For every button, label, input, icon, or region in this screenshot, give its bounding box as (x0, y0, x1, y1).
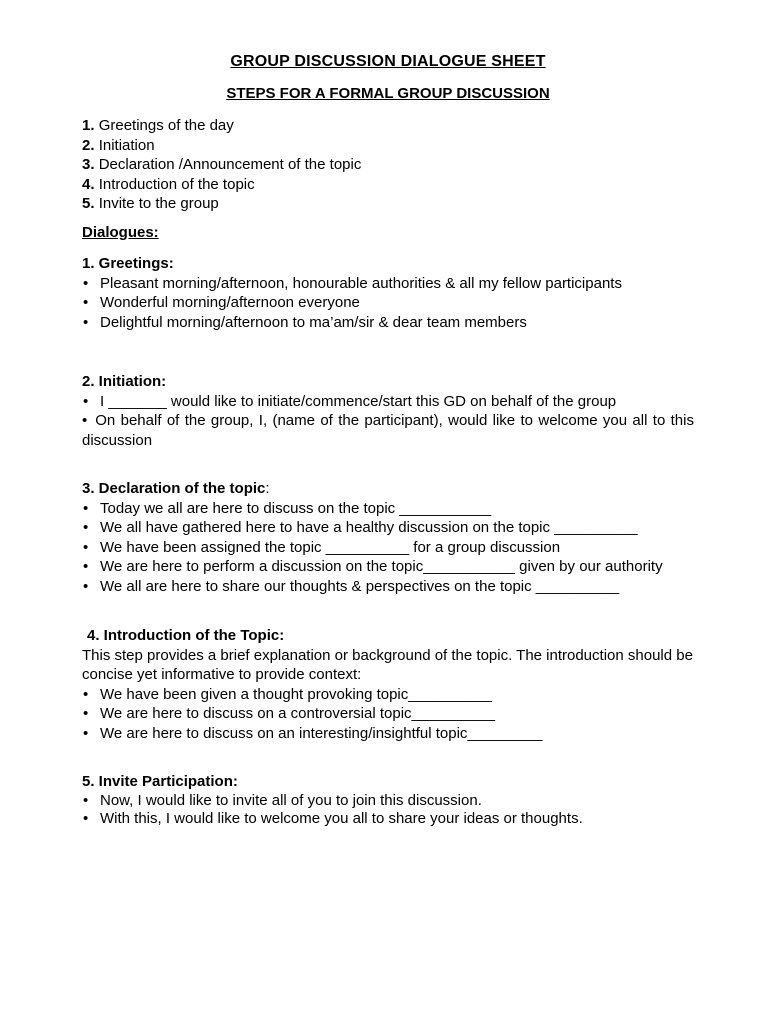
spacer (82, 332, 694, 362)
spacer (82, 743, 694, 772)
initiation-list (82, 392, 694, 451)
spacer (82, 596, 694, 626)
section-heading-invite: 5. Invite Participation: (82, 773, 238, 790)
document-subtitle: STEPS FOR A FORMAL GROUP DISCUSSION (226, 85, 550, 102)
list-item: • Today we all are here to discuss on the topic ___________ (82, 499, 694, 519)
dialogues-heading: Dialogues: (82, 223, 159, 241)
list-item: • With this, I would like to welcome you all to share your ideas or thoughts. (82, 810, 694, 828)
document-content (82, 52, 694, 828)
introduction-list (82, 685, 694, 744)
step-item: 4. Introduction of the topic (82, 175, 255, 193)
steps-list (82, 116, 694, 214)
list-item: • We all have gathered here to have a healthy discussion on the topic __________ (82, 518, 694, 538)
spacer (82, 450, 694, 479)
section-heading-initiation: 2. Initiation: (82, 373, 167, 390)
list-item: • We are here to discuss on a controversial topic__________ (82, 704, 694, 724)
list-item: • Wonderful morning/afternoon everyone (82, 293, 694, 313)
greetings-list (82, 274, 694, 333)
step-item: 2. Initiation (82, 136, 155, 154)
list-item: • We have been given a thought provoking topic__________ (82, 685, 694, 705)
step-item: 5. Invite to the group (82, 195, 219, 212)
step-item: 1. Greetings of the day (82, 117, 234, 134)
list-item: • Pleasant morning/afternoon, honourable authorities & all my fellow participants (82, 274, 694, 294)
list-item: • We are here to perform a discussion on the topic___________ given by our authority (82, 557, 694, 577)
list-item: • Now, I would like to invite all of you to join this discussion. (82, 792, 694, 810)
list-item: • We are here to discuss on an interesting/insightful topic_________ (82, 724, 694, 744)
section-heading-greetings: 1. Greetings: (82, 255, 174, 272)
declaration-list (82, 499, 694, 597)
section-heading-introduction: 4. Introduction of the Topic: (87, 627, 285, 644)
section-heading-declaration: 3. Declaration of the topic: (82, 480, 270, 497)
list-item: • We all are here to share our thoughts & perspectives on the topic __________ (82, 577, 694, 597)
invite-list (82, 792, 694, 828)
list-item: • We have been assigned the topic __________ for a group discussion (82, 538, 694, 558)
step-item: 3. Declaration /Announcement of the topic (82, 156, 362, 173)
document-title: GROUP DISCUSSION DIALOGUE SHEET (230, 53, 546, 70)
spacer (82, 362, 694, 372)
list-item: • On behalf of the group, I, (name of the participant), would like to welcome you all to this discussion (82, 411, 694, 450)
introduction-paragraph: This step provides a brief explanation or background of the topic. The introduction should be concise yet informative to provide context: (82, 646, 693, 683)
list-item: • I _______ would like to initiate/commence/start this GD on behalf of the group (82, 392, 694, 412)
list-item: • Delightful morning/afternoon to ma’am/sir & dear team members (82, 313, 694, 333)
